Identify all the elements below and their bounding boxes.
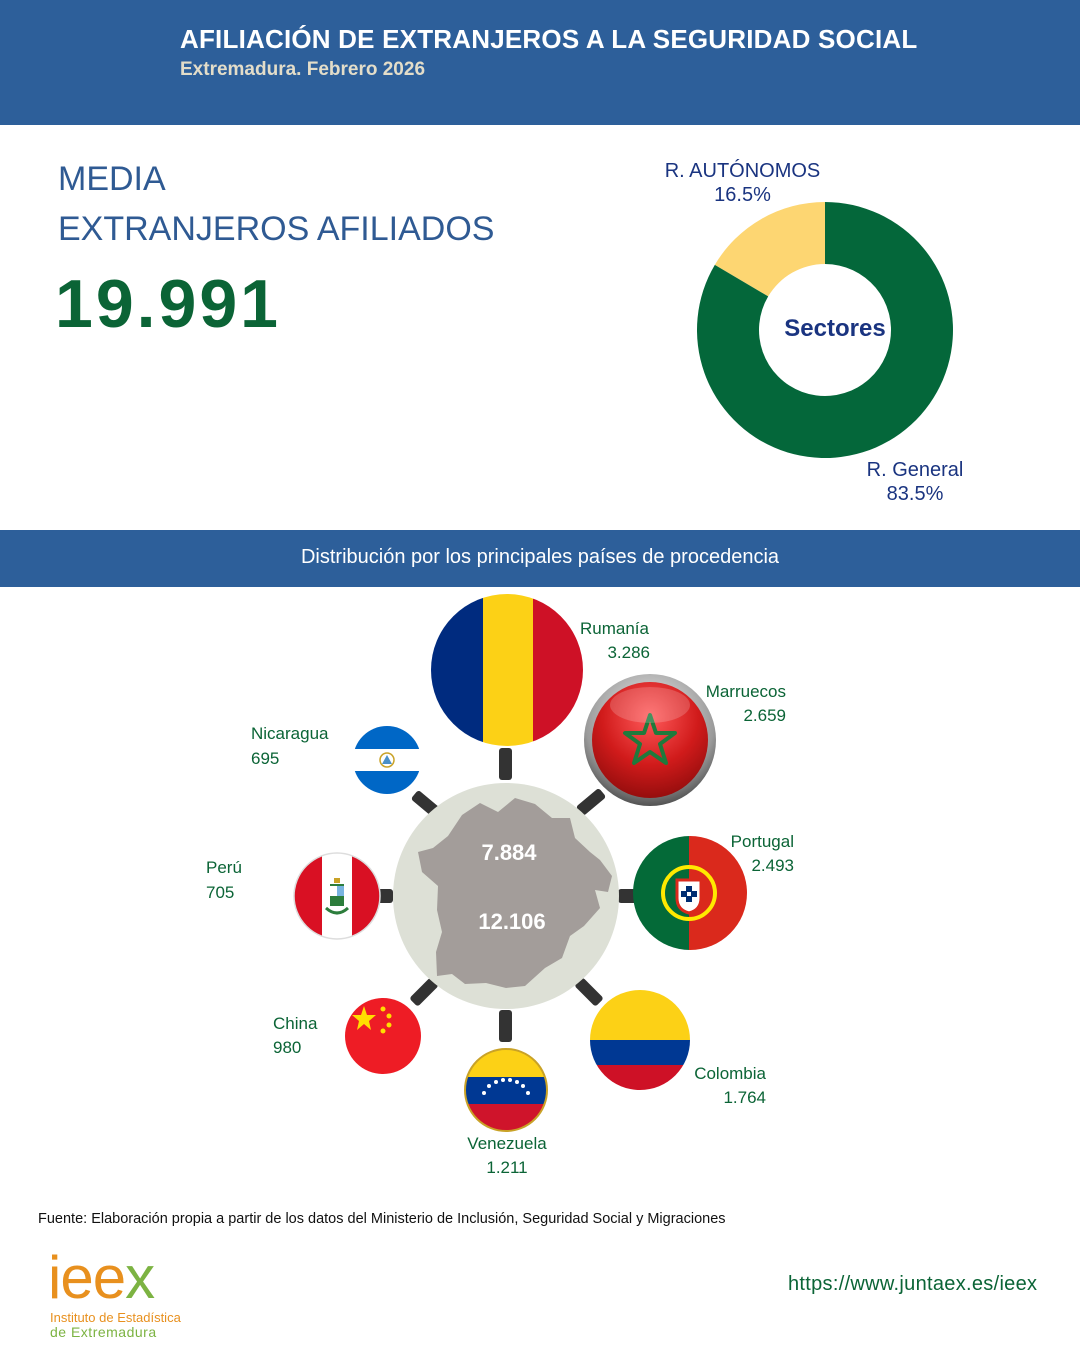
country-name-morocco: Marruecos [705, 682, 786, 701]
country-value-colombia: 1.764 [723, 1088, 766, 1107]
page-subtitle: Extremadura. Febrero 2026 [180, 59, 426, 80]
country-name-romania: Rumanía [580, 619, 649, 638]
logo-main-b: x [125, 1244, 155, 1311]
ieex-logo [48, 1244, 155, 1311]
header-banner [0, 0, 1080, 125]
country-name-colombia: Colombia [694, 1064, 766, 1083]
page-title: AFILIACIÓN DE EXTRANJEROS A LA SEGURIDAD SOCIAL [180, 24, 918, 54]
countries-hub-graphic [0, 590, 1080, 1190]
flag-china-icon [345, 998, 421, 1074]
kpi-value: 19.991 [55, 266, 281, 342]
country-name-portugal: Portugal [730, 832, 794, 851]
flag-romania-icon [431, 594, 585, 746]
logo-caption-line1: Instituto de Estadística [50, 1310, 181, 1325]
country-value-venezuela: 1.211 [486, 1158, 528, 1177]
kpi-label-line1: MEDIA [58, 160, 166, 198]
country-name-peru: Perú [206, 858, 242, 877]
slice-value-general: 83.5% [886, 483, 944, 505]
country-value-nicaragua: 695 [251, 749, 280, 768]
country-name-china: China [273, 1014, 318, 1033]
country-name-nicaragua: Nicaragua [251, 724, 329, 743]
section-title: Distribución por los principales países de procedencia [300, 546, 780, 568]
map-value-north: 7.884 [481, 840, 537, 865]
country-value-portugal: 2.493 [751, 856, 794, 875]
country-value-china: 980 [273, 1038, 302, 1057]
source-note: Fuente: Elaboración propia a partir de los datos del Ministerio de Inclusión, Seguridad Social y Migraciones [38, 1211, 726, 1227]
slice-label-general: R. General [866, 459, 964, 481]
logo-main-a: iee [48, 1244, 126, 1311]
country-value-romania: 3.286 [607, 643, 650, 662]
slice-value-autonomos: 16.5% [714, 184, 771, 206]
country-value-morocco: 2.659 [743, 706, 786, 725]
kpi-label-line2: EXTRANJEROS AFILIADOS [58, 210, 495, 248]
logo-caption-line2: de Extremadura [50, 1324, 157, 1340]
country-name-venezuela: Venezuela [467, 1134, 547, 1153]
map-value-south: 12.106 [478, 909, 546, 934]
website-link[interactable]: https://www.juntaex.es/ieex [788, 1273, 1038, 1295]
donut-center-label: Sectores [784, 315, 886, 342]
country-value-peru: 705 [206, 883, 235, 902]
flag-nicaragua-icon [353, 726, 421, 794]
slice-label-autonomos: R. AUTÓNOMOS [664, 160, 821, 182]
